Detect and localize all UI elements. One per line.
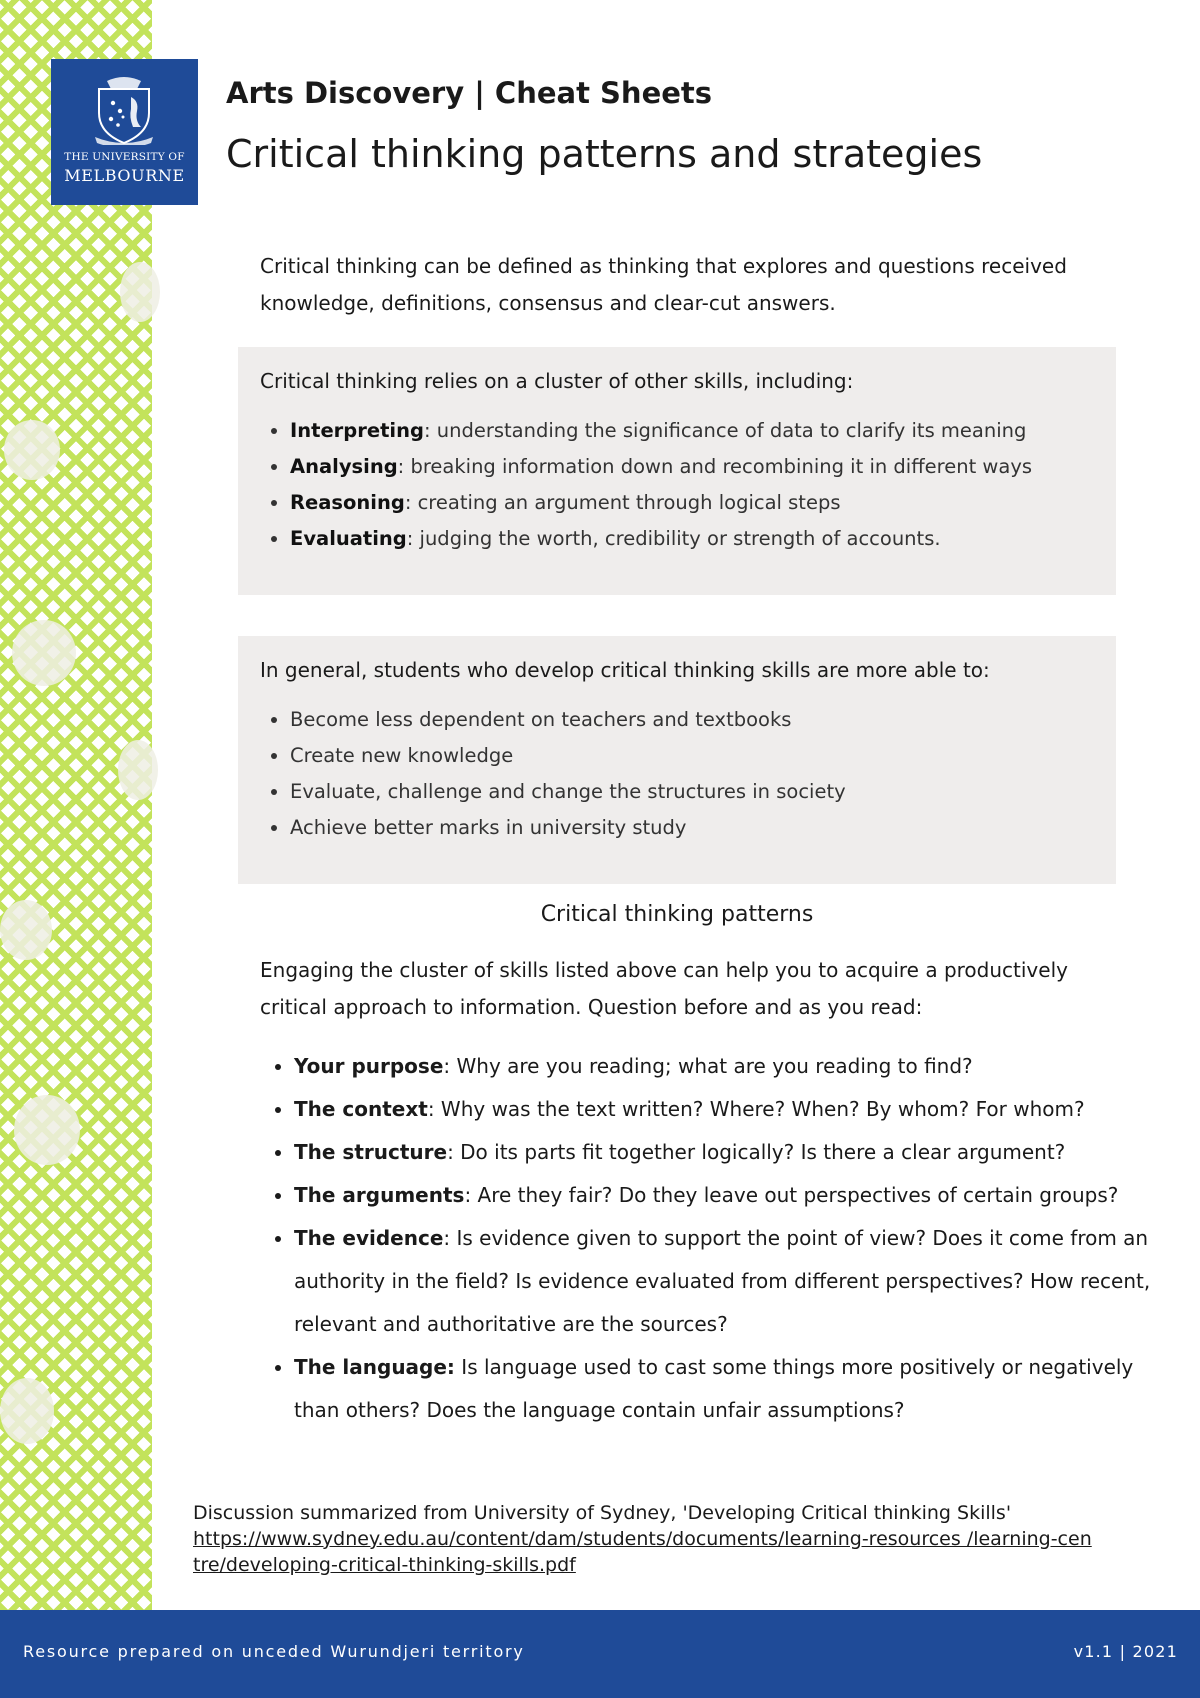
list-item: • Achieve better marks in university study (290, 810, 846, 846)
benefits-lead: In general, students who develop critical thinking skills are more able to: (260, 658, 990, 682)
pattern-blob (0, 1378, 54, 1444)
list-item (294, 1045, 1154, 1088)
section-heading: Critical thinking patterns (540, 902, 814, 927)
skills-list (258, 413, 1032, 557)
source-citation (193, 1500, 1093, 1578)
side-pattern-decoration (0, 0, 152, 1610)
pattern-text: Is language used to cast some things more positively or negatively than others? Does the language contain unfair assumptions? (294, 1355, 1134, 1422)
pattern-blob (120, 262, 160, 322)
pattern-text: : Is evidence given to support the point of view? Does it come from an authority in the field? Is evidence evaluated from different perspectives? How recent, relevant and authoritative are the sources? (294, 1226, 1151, 1336)
list-item (294, 1131, 1154, 1174)
patterns-intro: Engaging the cluster of skills listed above can help you to acquire a productively critical approach to information. Question before and as you read: (260, 958, 1068, 1019)
skill-text: : understanding the significance of data to clarify its meaning (423, 419, 1027, 442)
skill-term: Analysing (290, 455, 398, 478)
list-item (294, 1217, 1154, 1346)
series-title: Arts Discovery | Cheat Sheets (226, 76, 713, 110)
skill-text: : breaking information down and recombining it in different ways (397, 455, 1033, 478)
intro-paragraph: Critical thinking can be defined as thinking that explores and questions received knowledge, definitions, consensus and clear-cut answers. (260, 254, 1067, 315)
benefits-box (238, 636, 1116, 884)
university-logo (51, 59, 198, 205)
crest-icon (93, 75, 155, 145)
list-item: • Create new knowledge (290, 738, 846, 774)
footer-bar (0, 1610, 1200, 1698)
patterns-list (260, 1045, 1154, 1432)
skill-term: Interpreting (290, 419, 424, 442)
pattern-term: The language: (294, 1355, 455, 1379)
list-item (294, 1346, 1154, 1432)
pattern-term: Your purpose (294, 1054, 444, 1078)
skill-text: : creating an argument through logical steps (404, 491, 841, 514)
pattern-term: The arguments (294, 1183, 465, 1207)
footer-acknowledgement: Resource prepared on unceded Wurundjeri territory (23, 1642, 525, 1661)
pattern-text: : Do its parts fit together logically? Is there a clear argument? (447, 1140, 1066, 1164)
pattern-blob (12, 620, 76, 686)
list-item (294, 1088, 1154, 1131)
list-item (290, 449, 1032, 485)
source-text: Discussion summarized from University of Sydney, 'Developing Critical thinking Skills' (193, 1502, 1012, 1524)
logo-text-line1: THE UNIVERSITY OF (64, 151, 185, 163)
skill-term: Evaluating (290, 527, 407, 550)
list-item (290, 413, 1032, 449)
footer-version: v1.1 | 2021 (1073, 1642, 1178, 1661)
pattern-text: : Why was the text written? Where? When? By whom? For whom? (427, 1097, 1085, 1121)
pattern-text: : Why are you reading; what are you reading to find? (443, 1054, 973, 1078)
pattern-term: The structure (294, 1140, 448, 1164)
logo-text-line2: MELBOURNE (64, 166, 185, 185)
pattern-blob (118, 740, 158, 800)
pattern-text: : Are they fair? Do they leave out perspectives of certain groups? (464, 1183, 1119, 1207)
list-item: • Evaluate, challenge and change the structures in society (290, 774, 846, 810)
skill-term: Reasoning (290, 491, 405, 514)
pattern-blob (4, 420, 60, 480)
skill-text: : judging the worth, credibility or strength of accounts. (406, 527, 941, 550)
source-link[interactable]: https://www.sydney.edu.au/content/dam/students/documents/learning-resources /learning-centre/developing-critical-thinking-skills.pdf (193, 1528, 1092, 1576)
list-item: • Become less dependent on teachers and textbooks (290, 702, 846, 738)
pattern-blob (14, 1095, 80, 1165)
list-item (290, 485, 1032, 521)
pattern-term: The context (294, 1097, 428, 1121)
list-item (290, 521, 1032, 557)
benefits-list (258, 702, 846, 846)
skills-lead: Critical thinking relies on a cluster of other skills, including: (260, 369, 854, 393)
list-item (294, 1174, 1154, 1217)
pattern-term: The evidence (294, 1226, 444, 1250)
skills-box (238, 347, 1116, 595)
page-title: Critical thinking patterns and strategies (226, 132, 983, 176)
pattern-blob (0, 900, 52, 960)
